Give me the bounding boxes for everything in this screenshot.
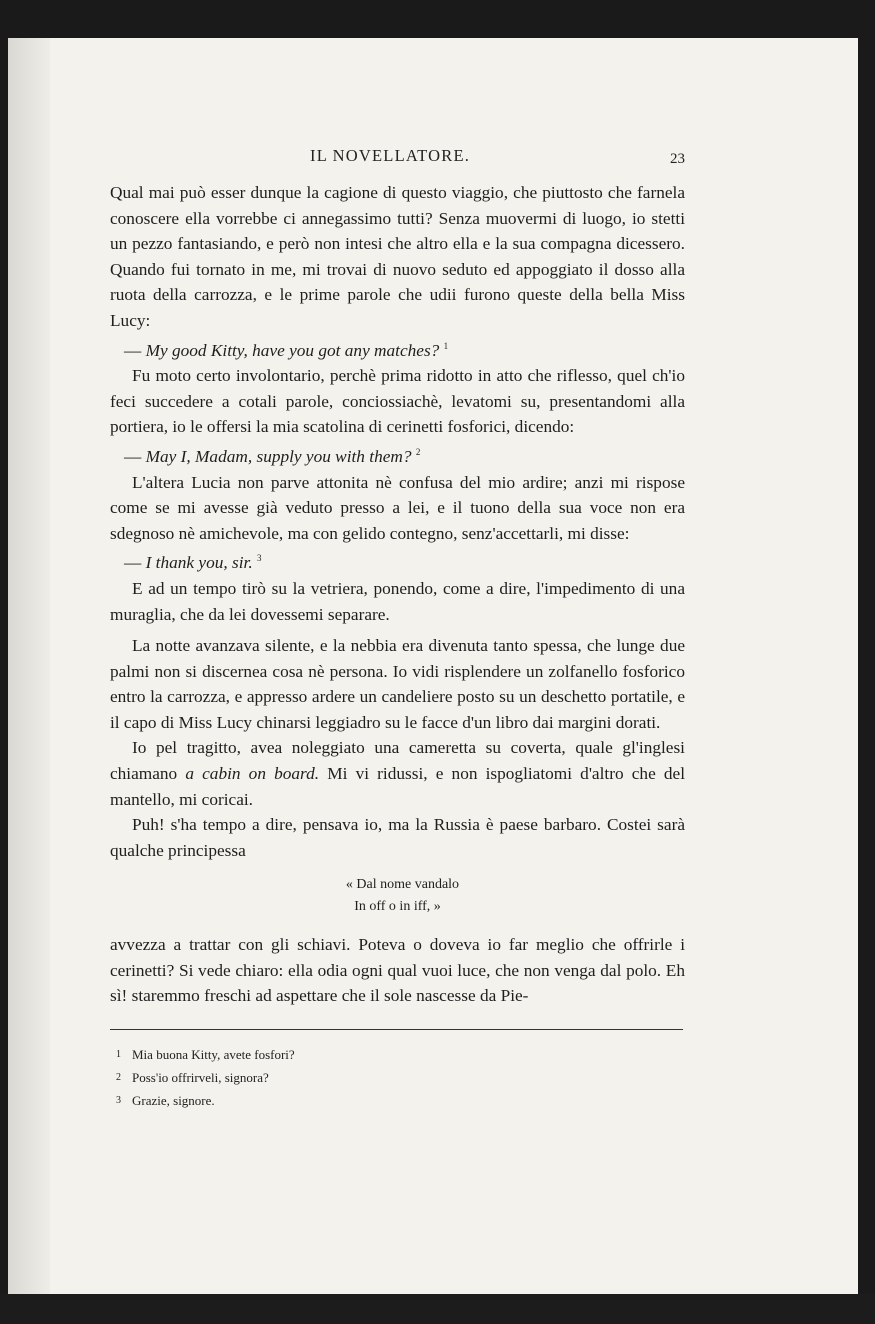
page-number: 23 (670, 151, 685, 167)
footnote-text: Poss'io offrirveli, signora? (132, 1070, 269, 1085)
footnote-ref: 2 (415, 446, 421, 457)
footnote-text: Grazie, signore. (132, 1093, 215, 1108)
paragraph (110, 735, 685, 812)
footnote-text: Mia buona Kitty, avete fosfori? (132, 1047, 295, 1062)
paragraph: Fu moto certo involontario, perchè prima ridotto in atto che riflesso, quel ch'io feci succedere a cotali parole, conciossiachè, levatomi su, presentandomi alla portiera, io le offersi la mia scatolina di cerinetti fosforici, dicendo: (110, 366, 685, 437)
dialogue-line (110, 440, 685, 470)
scan-border (0, 1294, 875, 1324)
footnote-rule (110, 1029, 683, 1030)
dash: — (124, 340, 146, 360)
dialogue-line (110, 334, 685, 364)
footnotes (116, 1043, 676, 1112)
body-text-continued (110, 932, 685, 1009)
page-header (110, 143, 685, 173)
dialogue-line (110, 546, 685, 576)
page-gutter (8, 38, 50, 1294)
verse-quote (110, 874, 685, 918)
english-quote: May I, Madam, supply you with them? (145, 446, 412, 466)
dash: — (124, 553, 146, 573)
footnote-ref: 1 (443, 340, 449, 351)
paragraph: E ad un tempo tirò su la vetriera, ponendo, come a dire, l'impedimento di una muraglia, che da lei dovessemi separare. (110, 578, 685, 624)
dash: — (124, 446, 146, 466)
paragraph: Puh! s'ha tempo a dire, pensava io, ma la Russia è paese barbaro. Costei sarà qualche principessa (110, 815, 685, 860)
english-quote: I thank you, sir. (145, 553, 253, 573)
verse-line: In off o in iff, » (354, 899, 441, 914)
footnote (116, 1089, 676, 1112)
body-text (110, 180, 685, 863)
footnote-ref: 3 (256, 553, 262, 564)
footnote (116, 1043, 676, 1066)
running-head: IL NOVELLATORE. (310, 146, 471, 165)
footnote-mark: 1 (116, 1049, 121, 1060)
english-quote: My good Kitty, have you got any matches? (145, 340, 440, 360)
footnote (116, 1066, 676, 1089)
text-run: Mi vi ridussi, e non ispogliatomi d'altro che del mantello, mi coricai. (110, 764, 686, 809)
verse-line: « Dal nome vandalo (345, 877, 460, 892)
paragraph: L'altera Lucia non parve attonita nè confusa del mio ardire; anzi mi rispose come se mi avesse già veduto presso a lei, e il tuono della sua voce non era sdegnoso nè amichevole, ma con gelido contegno, senz'accettarli, mi disse: (110, 472, 685, 543)
paragraph: Qual mai può esser dunque la cagione di questo viaggio, che piuttosto che farnela conoscere ella vorrebbe ci annegassimo tutti? Senza muovermi di luogo, io stetti un pezzo fantasiando, e però non intesi che altro ella e la sua compagna dicessero. Quando fui tornato in me, mi trovai di nuovo seduto ed appoggiato il dosso alla ruota della carrozza, e le prime parole che udii furono queste della bella Miss Lucy: (110, 183, 685, 330)
paragraph: La notte avanzava silente, e la nebbia era divenuta tanto spessa, che lunge due palmi non si discernea cosa nè persona. Io vidi risplendere un zolfanello fosforico entro la carrozza, e appresso ardere un candeliere posto su un deschetto portatile, e il capo di Miss Lucy chinarsi leggiadro su le facce d'un libro dai margini dorati. (110, 636, 685, 732)
text-run: Io pel tragitto, avea noleggiato una cameretta su coverta, quale gl'inglesi chiamano (110, 738, 685, 784)
footnote-mark: 3 (116, 1095, 121, 1106)
english-phrase: a cabin on board. (185, 764, 320, 784)
paragraph: avvezza a trattar con gli schiavi. Poteva o doveva io far meglio che offrirle i cerinetti? Si vede chiaro: ella odia ogni qual vuoi luce, che non venga dal polo. Eh sì! staremmo freschi ad aspettare che il sole nascesse da Pie- (110, 935, 685, 1006)
footnote-mark: 2 (116, 1072, 121, 1083)
